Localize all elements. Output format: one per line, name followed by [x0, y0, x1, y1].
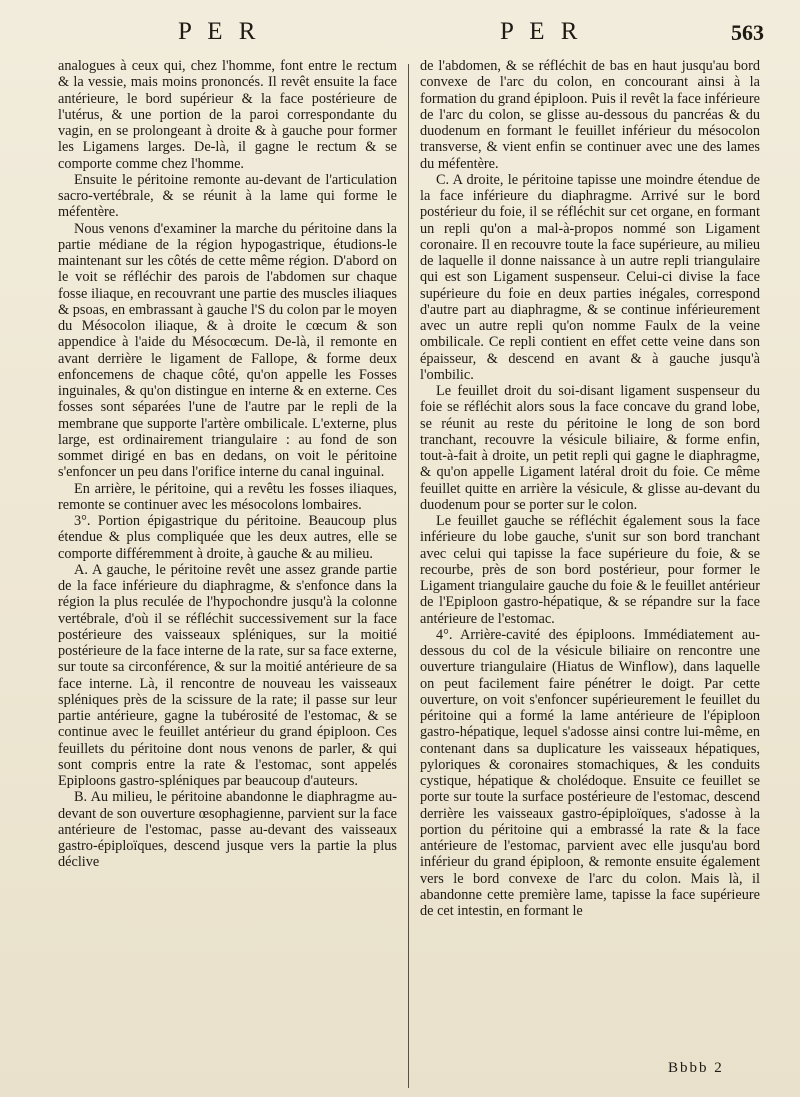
paragraph: B. Au milieu, le péritoine abandonne le diaphragme au-devant de son ouverture œsophagienne, parvient sur la face antérieure de l'estomac, passe au-devant des vaisseaux gastro-épiploïques, descend jusque vers la partie la plus déclive	[58, 789, 397, 871]
left-text-column	[58, 58, 397, 1088]
paragraph: Le feuillet gauche se réfléchit également sous la face inférieure du lobe gauche, s'unit sur son bord tranchant avec celui qui tapisse la face supérieure du foie, & se recourbe, près de son bord postérieur, pour former le Ligament triangulaire gauche du foie & le feuillet antérieur de l'Epiploon gastro-hépatique, & se répandre sur la face antérieure de l'estomac.	[420, 513, 760, 627]
header-right-title: P E R	[500, 18, 583, 45]
paragraph: de l'abdomen, & se réfléchit de bas en haut jusqu'au bord convexe de l'arc du colon, en concourant ainsi à la formation du grand épiploon. Puis il revêt la face inférieure de l'arc du colon, se glisse au-dessous du pancréas & du duodenum en formant le feuillet inférieur du mésocolon transverse, & vient enfin se continuer avec une des lames du méfentère.	[420, 58, 760, 172]
paragraph: A. A gauche, le péritoine revêt une assez grande partie de la face inférieure du diaphragme, & s'enfonce dans la région la plus reculée de l'hypochondre jusqu'à la colonne vertébrale, d'où il se réfléchit successivement sur la face postérieure des vaisseaux spléniques, sur la moitié postérieure de la face interne de la rate, sur sa face externe, sur toute sa circonférence, & sur la moitié antérieure de sa face interne. Là, il rencontre de nouveau les vaisseaux spléniques près de la scissure de la rate; il passe sur leur partie antérieure, gagne la tubérosité de l'estomac, & se continue avec le feuillet antérieur du grand épiploon. Ces feuillets du péritoine dont nous venons de parler, & qui sont compris entre la rate & l'estomac, sont appelés Epiploons gastro-spléniques par beaucoup d'auteurs.	[58, 561, 397, 789]
paragraph: Le feuillet droit du soi-disant ligament suspenseur du foie se réfléchit alors sous la face concave du grand lobe, se réunit au reste du péritoine le long de son bord tranchant, recouvre la vésicule biliaire, & forme enfin, tout-à-fait à droite, un petit repli qui gagne le diaphragme, & qu'on appelle Ligament latéral droit du foie. Ce même feuillet quitte en arrière la vésicule, & glisse au-devant du duodenum pour se porter sur le colon.	[420, 383, 760, 513]
paragraph: Nous venons d'examiner la marche du péritoine dans la partie médiane de la région hypogastrique, étudions-le maintenant sur les côtés de cette même région. D'abord on le voit se réfléchir des parois de l'abdomen sur chaque fosse iliaque, en recouvrant une partie des muscles iliaques & psoas, en embrassant à gauche l'S du colon par le moyen du Mésocolon iliaque, & à droite le cœcum & son appendice à l'aide du Mésocœcum. De-là, il remonte en avant derrière le ligament de Fallope, & forme deux enfoncemens de chaque côté, qu'on appelle les Fosses inguinales, & qu'on distingue en interne & en externe. Ces fosses sont séparées l'une de l'autre par le repli de la membrane que supporte l'artère ombilicale. L'externe, plus large, est ordinairement triangulaire : au fond de son sommet dirigé en bas en dedans, on voit le péritoine s'enfoncer un peu dans l'orifice interne du canal inguinal.	[58, 220, 397, 481]
paragraph: Ensuite le péritoine remonte au-devant de l'articulation sacro-vertébrale, & se réunit à la lame qui forme le méfentère.	[58, 171, 397, 221]
paragraph: En arrière, le péritoine, qui a revêtu les fosses iliaques, remonte se continuer avec les mésocolons lombaires.	[58, 480, 397, 513]
page-number: 563	[731, 20, 764, 45]
paragraph: 3°. Portion épigastrique du péritoine. Beaucoup plus étendue & plus compliquée que les deux autres, elle se comporte différemment à droite, à gauche & au milieu.	[58, 513, 397, 562]
paragraph: C. A droite, le péritoine tapisse une moindre étendue de la face inférieure du diaphragme. Arrivé sur le bord postérieur du foie, il se réfléchit sur cet organe, en formant un repli qu'on a mal-à-propos nommé son Ligament coronaire. Il en recouvre toute la face supérieure, au milieu de laquelle il donne naissance à un autre repli triangulaire qui est son Ligament suspenseur. Celui-ci divise la face supérieure du foie en deux parties inégales, correspond d'autre part au diaphragme, & se continue inférieurement avec un autre repli qu'on nomme Faulx de la veine ombilicale. Ce repli contient en effet cette veine dans son épaisseur, & descend en avant & à gauche jusqu'à l'ombilic.	[420, 171, 760, 383]
running-header	[54, 18, 772, 52]
column-divider	[408, 64, 409, 1088]
header-left-title: P E R	[178, 18, 261, 45]
right-text-column	[420, 58, 760, 1088]
paragraph: analogues à ceux qui, chez l'homme, font entre le rectum & la vessie, mais moins prononcés. Il revêt ensuite la face antérieure, le bord supérieur & la face postérieure de l'utérus, & une portion de la paroi correspondante du vagin, en se prolongeant à droite & à gauche pour former les Ligamens larges. De-là, il gagne le rectum & se comporte comme chez l'homme.	[58, 58, 397, 172]
paragraph: 4°. Arrière-cavité des épiploons. Immédiatement au-dessous du col de la vésicule biliaire on rencontre une ouverture triangulaire (Hiatus de Winflow), dans laquelle on peut facilement faire pénétrer le doigt. Par cette ouverture, on voit s'enfoncer supérieurement le feuillet du péritoine qui a formé la lame antérieure de l'épiploon gastro-hépatique, lequel s'adosse ainsi contre lui-même, en contenant dans sa duplicature les vaisseaux hépatiques, pyloriques & coronaires stomachiques, & les conduits cystique, hépatique & cholédoque. Ensuite ce feuillet se porte sur toute la surface postérieure de l'estomac, descend derrière les vaisseaux gastro-épiploïques, s'adosse à la portion du péritoine qui a embrassé la rate & la face antérieure de l'estomac, parvient avec elle jusqu'au bord inférieur du grand épiploon, & remonte ensuite également vers le bord convexe de l'arc du colon. Mais là, il abandonne cette première lame, tapisse la face supérieure de cet intestin, en formant le	[420, 626, 760, 919]
signature-mark: Bbbb 2	[668, 1060, 724, 1076]
